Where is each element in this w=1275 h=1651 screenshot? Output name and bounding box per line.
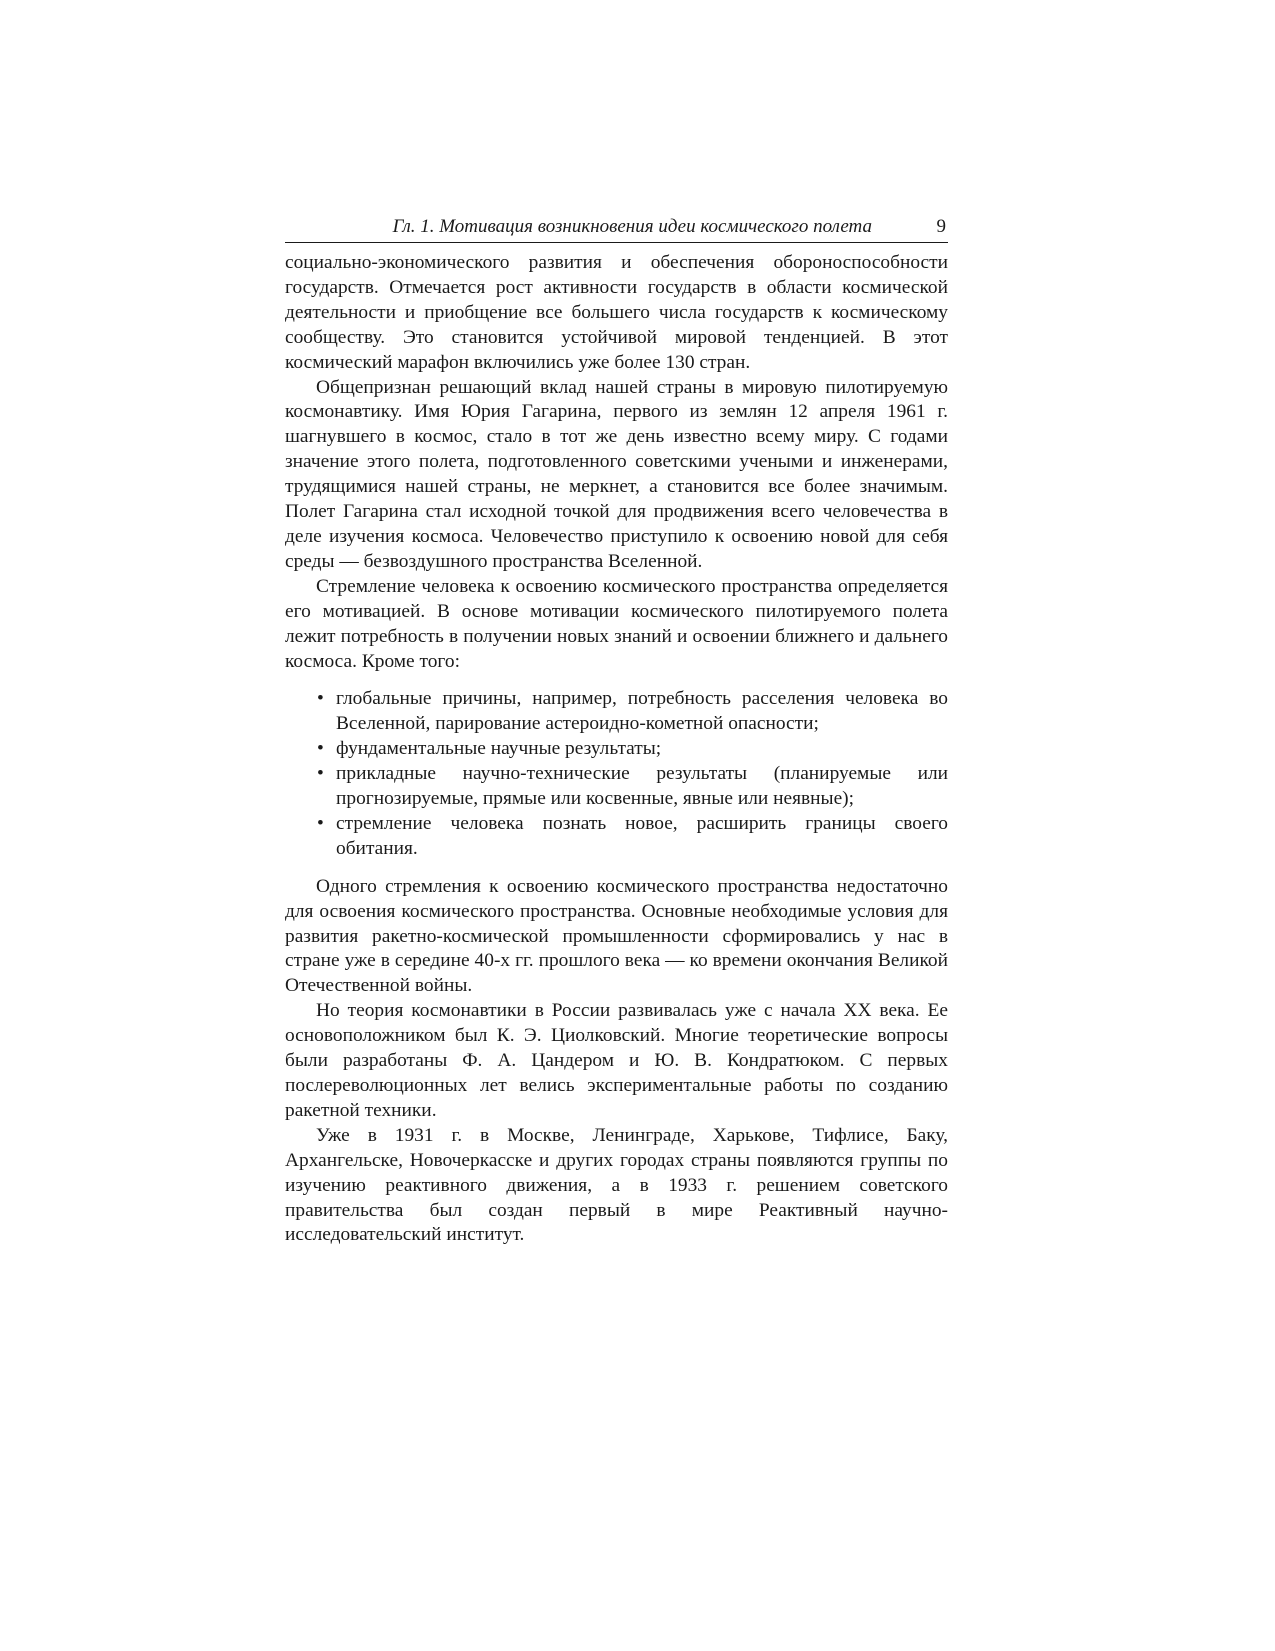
list-item-text: стремление человека познать новое, расширить границы своего обитания. — [336, 812, 948, 859]
list-item-text: фундаментальные научные результаты; — [336, 738, 662, 760]
page-body — [285, 251, 948, 1248]
bullet-icon: • — [317, 688, 324, 710]
bullet-icon: • — [317, 763, 324, 785]
list-item — [317, 812, 948, 862]
list-item — [317, 687, 948, 737]
paragraph: Одного стремления к освоению космического пространства недостаточно для освоения космического пространства. Основные необходимые условия для развития ракетно-космической промышленности сформировались у нас в стране уже в середине 40-х гг. прошлого века — ко времени окончания Великой Отечественной войны. — [285, 875, 948, 997]
paragraph: Уже в 1931 г. в Москве, Ленинграде, Харькове, Тифлисе, Баку, Архангельске, Новочеркасске и других городах страны появляются группы по изучению реактивного движения, а в 1933 г. решением советского правительства был создан первый в мире Реактивный научно-исследовательский институт. — [285, 1124, 948, 1246]
paragraph: Но теория космонавтики в России развивалась уже с начала XX века. Ее основоположником был К. Э. Циолковский. Многие теоретические вопросы были разработаны Ф. А. Цандером и Ю. В. Кондратюком. С первых послереволюционных лет велись экспериментальные работы по созданию ракетной техники. — [285, 1000, 948, 1121]
bullet-icon: • — [317, 738, 324, 760]
running-header — [285, 216, 948, 243]
list-item — [317, 762, 948, 812]
page-number: 9 — [936, 216, 946, 237]
list-item-text: прикладные научно-технические результаты (планируемые или прогнозируемые, прямые или косвенные, явные или неявные); — [336, 763, 948, 810]
list-item-text: глобальные причины, например, потребность расселения человека во Вселенной, парирование астероидно-кометной опасности; — [336, 688, 948, 735]
book-page — [285, 216, 948, 1248]
motivation-list — [285, 687, 948, 861]
list-item — [317, 737, 948, 762]
paragraph-continued: социально-экономического развития и обеспечения обороноспособности государств. Отмечается рост активности государств в области космической деятельности и приобщение все большего числа государств к космическому сообществу. Это становится устойчивой мировой тенденцией. В этот космический марафон включились уже более 130 стран. — [285, 252, 948, 373]
running-title: Гл. 1. Мотивация возникновения идеи космического полета — [392, 216, 872, 237]
paragraph: Стремление человека к освоению космического пространства определяется его мотивацией. В основе мотивации космического пилотируемого полета лежит потребность в получении новых знаний и освоении ближнего и дальнего космоса. Кроме того: — [285, 575, 948, 672]
bullet-icon: • — [317, 812, 324, 834]
paragraph: Общепризнан решающий вклад нашей страны в мировую пилотируемую космонавтику. Имя Юрия Гагарина, первого из землян 12 апреля 1961 г. шагнувшего в космос, стало в тот же день известно всему миру. С годами значение этого полета, подготовленного советскими учеными и инженерами, трудящимися нашей страны, не меркнет, а становится все более значимым. Полет Гагарина стал исходной точкой для продвижения всего человечества в деле изучения космоса. Человечество приступило к освоению новой для себя среды — безвоздушного пространства Вселенной. — [285, 376, 948, 572]
